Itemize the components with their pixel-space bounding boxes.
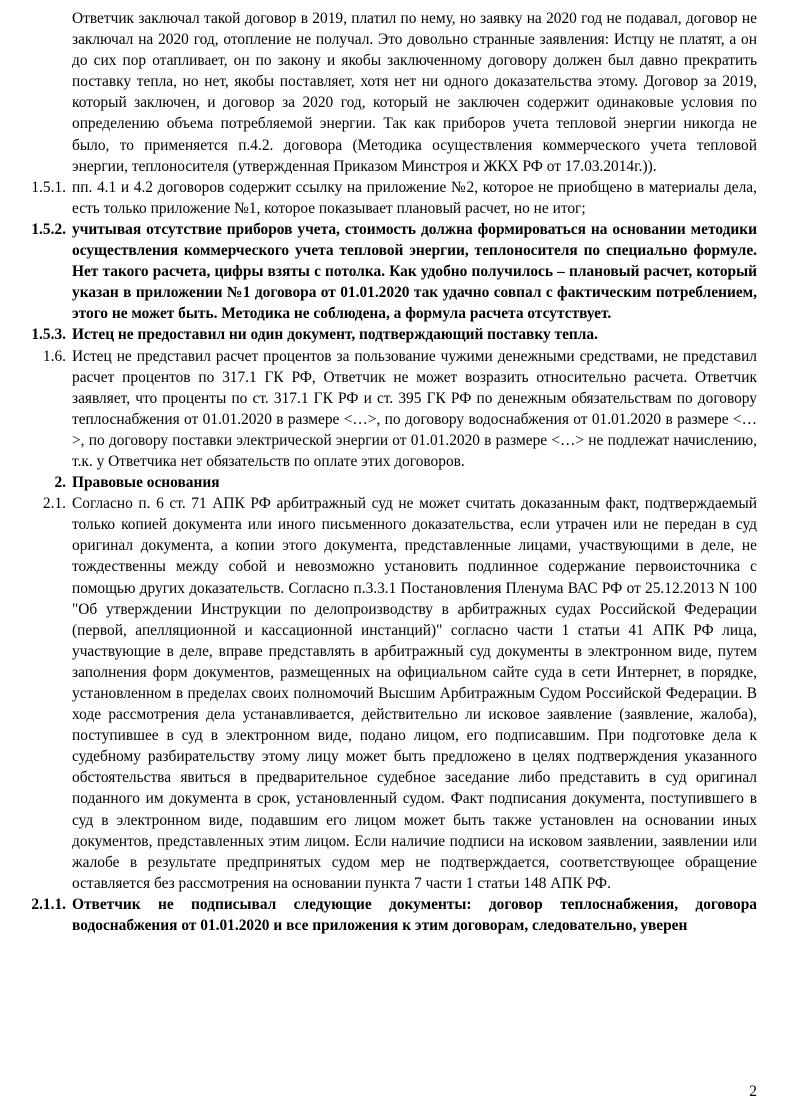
item-text: Ответчик не подписывал следующие документы: договор теплоснабжения, договора водоснабжения от 01.01.2020 и все приложения к этим договорам, следовательно, уверен xyxy=(72,895,757,935)
lead-paragraph: Ответчик заключал такой договор в 2019, платил по нему, но заявку на 2020 год не подавал, договор не заключал на 2020 год, отопление не получал. Это довольно странные заявления: Истцу не платят, а он до сих пор отапливает, он по закону и якобы заключенному договору должен был давно прекратить поставку тепла, но нет, якобы поставляет, хотя нет ни одного доказательства этому. Договор за 2019, который заключен, и договор за 2020 год, который не заключен содержит одинаковые условия по определению объема потребляемой энергии. Так как приборов учета тепловой энергии никогда не было, то применяется п.4.2. договора (Методика осуществления коммерческого учета тепловой энергии, теплоносителя (утвержденная Приказом Минстроя и ЖКХ РФ от 17.03.2014г.)). xyxy=(72,10,757,175)
item-number: 2.1. xyxy=(42,495,66,513)
item-number: 2.1.1. xyxy=(31,895,66,913)
item-number: 1.5.2. xyxy=(31,220,66,238)
list-item-2-1-1 xyxy=(20,894,757,936)
list-item-2-1 xyxy=(20,493,757,894)
item-number: 1.5.1. xyxy=(31,178,66,196)
list-item-1-6 xyxy=(20,346,757,473)
section-number: 2. xyxy=(54,474,66,492)
item-text: Согласно п. 6 ст. 71 АПК РФ арбитражный суд не может считать доказанным факт, подтверждаемый только копией документа или иного письменного доказательства, если утрачен или не передан в суд оригинал документа, а копии этого документа, представленные лицами, участвующими в деле, не тождественны между собой и невозможно установить подлинное содержание первоисточника с помощью других доказательств. Согласно п.3.3.1 Постановления Пленума ВАС РФ от 25.12.2013 N 100 "Об утверждении Инструкции по делопроизводству в арбитражных судах Российской Федерации (первой, апелляционной и кассационной инстанций)" согласно части 1 статьи 41 АПК РФ лица, участвующие в деле, вправе представлять в арбитражный суд документы в электронном виде, путем заполнения форм документов, размещенных на официальном сайте суда в сети Интернет, в порядке, установленном в пределах своих полномочий Высшим Арбитражным Судом Российской Федерации. В ходе рассмотрения дела устанавливается, действительно ли исковое заявление (заявление, жалоба), поступившее в суд в электронном виде, подано лицом, его подписавшим. При подготовке дела к судебному разбирательству этому лицу может быть предложено в целях подтверждения указанного обстоятельства явиться в предварительное судебное заседание либо представить в суд оригинал поданного им документа в срок, установленный судом. Факт подписания документа, поступившего в суд в электронном виде, подавшим его лицом может быть также установлен на основании иных документов, представленных этим лицом. Если наличие подписи на исковом заявлении, заявлении или жалобе в результате предпринятых судом мер не подтверждается, соответствующее обращение оставляется без рассмотрения на основании пункта 7 части 1 статьи 148 АПК РФ. xyxy=(72,495,757,892)
item-text: учитывая отсутствие приборов учета, стоимость должна формироваться на основании методики осуществления коммерческого учета тепловой энергии, теплоносителя по специально формуле. Нет такого расчета, цифры взяты с потолка. Как удобно получилось – плановый расчет, который указан в приложении №1 договора от 01.01.2020 так удачно совпал с фактическим потреблением, этого не может быть. Методика не соблюдена, а формула расчета отсутствует. xyxy=(72,220,757,323)
list-item-1-5-3 xyxy=(20,324,757,345)
list-item-1-5-1 xyxy=(20,177,757,219)
item-text: Истец не представил расчет процентов за пользование чужими денежными средствами, не представил расчет процентов по 317.1 ГК РФ, Ответчик не может возразить относительно расчета. Ответчик заявляет, что проценты по ст. 317.1 ГК РФ и ст. 395 ГК РФ по денежным обязательствам по договору теплоснабжения от 01.01.2020 в размере <…>, по договору водоснабжения от 01.01.2020 в размере <…>, по договору поставки электрической энергии от 01.01.2020 в размере <…> не подлежат начислению, т.к. у Ответчика нет обязательств по оплате этих договоров. xyxy=(72,347,757,470)
item-text: Истец не предоставил ни один документ, подтверждающий поставку тепла. xyxy=(72,326,598,344)
section-heading-2 xyxy=(20,472,757,493)
item-number: 1.6. xyxy=(42,347,66,365)
page-number: 2 xyxy=(749,1083,757,1100)
item-text: пп. 4.1 и 4.2 договоров содержит ссылку на приложение №2, которое не приобщено в материалы дела, есть только приложение №1, которое показывает плановый расчет, но не итог; xyxy=(72,178,757,217)
item-number: 1.5.3. xyxy=(31,326,66,344)
list-item-1-5-2 xyxy=(20,219,757,324)
section-title: Правовые основания xyxy=(72,474,220,492)
